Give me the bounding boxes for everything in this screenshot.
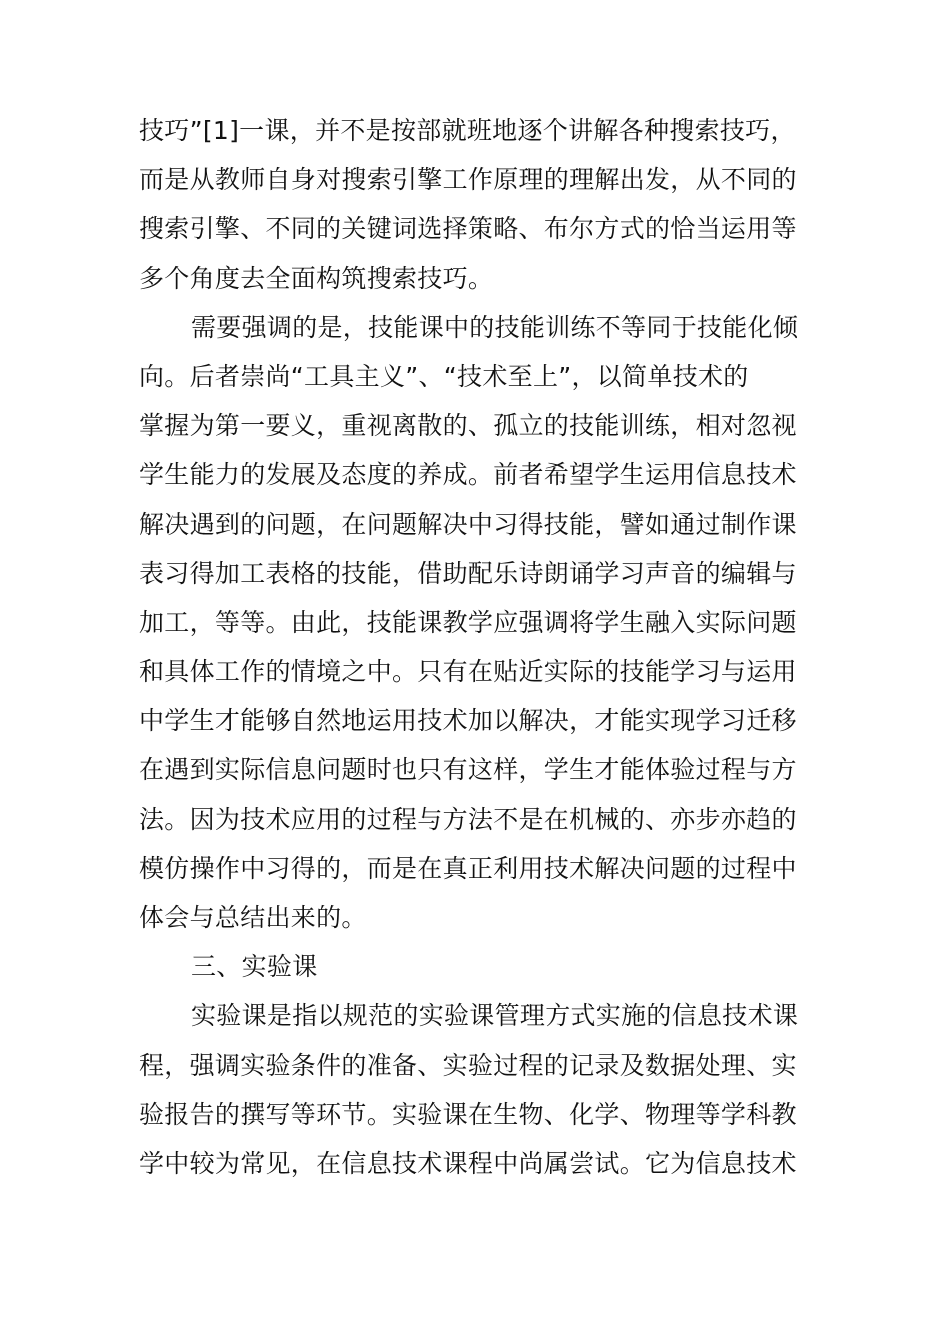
text-line: 验报告的撰写等环节。实验课在生物、化学、物理等学科教 [139, 1099, 797, 1129]
text-line: 模仿操作中习得的，而是在真正利用技术解决问题的过程中 [139, 853, 797, 883]
text-line: 法。因为技术应用的过程与方法不是在机械的、亦步亦趋的 [139, 804, 797, 834]
text-line: 加工，等等。由此，技能课教学应强调将学生融入实际问题 [139, 607, 797, 637]
text-line: 中学生才能够自然地运用技术加以解决，才能实现学习迁移 [139, 706, 797, 736]
text-line: 程，强调实验条件的准备、实验过程的记录及数据处理、实 [139, 1050, 797, 1080]
text-line: 多个角度去全面构筑搜索技巧。 [139, 263, 494, 293]
text-line: 掌握为第一要义，重视离散的、孤立的技能训练，相对忽视 [139, 411, 797, 441]
text-line: 而是从教师自身对搜索引擎工作原理的理解出发，从不同的 [139, 165, 797, 195]
text-line: 学中较为常见，在信息技术课程中尚属尝试。它为信息技术 [139, 1148, 797, 1178]
text-line: 向。后者崇尚“工具主义”、“技术至上”，以简单技术的 [139, 361, 749, 391]
text-line: 三、实验课 [191, 952, 318, 982]
text-line: 解决遇到的问题，在问题解决中习得技能，譬如通过制作课 [139, 509, 797, 539]
text-line: 实验课是指以规范的实验课管理方式实施的信息技术课 [191, 1001, 799, 1031]
text-line: 技巧”[1]一课，并不是按部就班地逐个讲解各种搜索技巧， [139, 116, 796, 145]
text-line: 和具体工作的情境之中。只有在贴近实际的技能学习与运用 [139, 657, 797, 687]
text-line: 搜索引擎、不同的关键词选择策略、布尔方式的恰当运用等 [139, 214, 797, 244]
body-text [139, 106, 829, 1188]
text-line: 在遇到实际信息问题时也只有这样，学生才能体验过程与方 [139, 755, 797, 785]
text-line: 学生能力的发展及态度的养成。前者希望学生运用信息技术 [139, 460, 797, 490]
text-line: 表习得加工表格的技能，借助配乐诗朗诵学习声音的编辑与 [139, 558, 797, 588]
text-line: 体会与总结出来的。 [139, 903, 367, 932]
text-line: 需要强调的是，技能课中的技能训练不等同于技能化倾 [191, 312, 799, 342]
